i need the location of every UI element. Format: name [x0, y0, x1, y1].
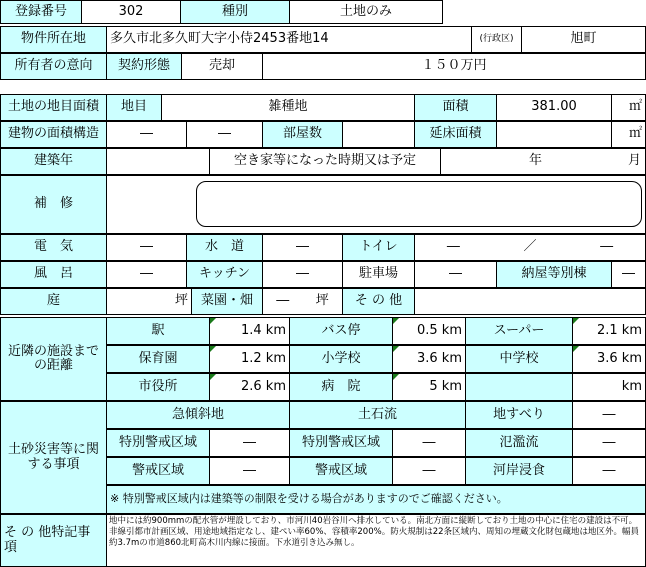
electric-value: ―: [106, 234, 187, 261]
bath-value: ―: [106, 261, 187, 288]
flood-value: ―: [572, 429, 646, 457]
land-category-label: 地目: [106, 94, 162, 121]
kitchen-label: キッチン: [186, 261, 263, 288]
warning-zone-label-2: 警戒区域: [289, 457, 393, 485]
built-year-label: 建築年: [0, 148, 107, 175]
built-year-value: [106, 148, 210, 175]
landslide-value: ―: [572, 401, 646, 429]
kind-value: 土地のみ: [289, 0, 443, 24]
land-area-label: 面積: [414, 94, 497, 121]
nearby-label-hospital: 病 院: [289, 373, 393, 401]
month-unit: 月: [627, 153, 641, 169]
price-value: １５０万円: [262, 53, 646, 80]
special-warning-label-2: 特別警戒区域: [289, 429, 393, 457]
nearby-label-junior-high: 中学校: [465, 345, 573, 373]
district-label: (行政区): [471, 26, 522, 53]
garden-label: 庭: [0, 288, 107, 315]
warning-zone-label-1: 警戒区域: [106, 457, 210, 485]
warning-zone-value-2: ―: [392, 457, 466, 485]
vegetable-garden-label: 菜園・畑: [191, 288, 263, 315]
location-label: 物件所在地: [0, 26, 107, 53]
floor-area-unit: ㎡: [611, 121, 646, 148]
contract-value: 売却: [181, 53, 263, 80]
other-notes-label: そ の 他特記事項: [0, 514, 107, 567]
building-value-1: ―: [106, 121, 187, 148]
nearby-value-junior-high: 3.6 km: [572, 345, 646, 373]
garden-unit: 坪: [106, 288, 192, 315]
shed-label: 納屋等別棟: [496, 261, 612, 288]
nearby-label-city-hall: 市役所: [106, 373, 210, 401]
water-value: ―: [262, 234, 343, 261]
nearby-value-supermarket: 2.1 km: [572, 317, 646, 345]
toilet-value-1: ―: [446, 239, 460, 255]
nearby-value-bus: 0.5 km: [392, 317, 466, 345]
year-unit: 年: [529, 153, 543, 169]
kitchen-value: ―: [262, 261, 343, 288]
electric-label: 電 気: [0, 234, 107, 261]
rooms-value: [342, 121, 415, 148]
flood-label: 氾濫流: [465, 429, 573, 457]
contract-label: 契約形態: [106, 53, 182, 80]
other-notes-text: 地中には約900mmの配水管が埋設しており、市河川40岩谷川へ排水している。南北方面に縦断しており土地の中心に住宅の建設は不可。非線引都市計画区域、用途地域指定なし、建ぺい率60%、容積率200%。防火規制は22条区域内、周知の埋蔵文化財包蔵地は地区外。幅員約3.7mの市道860北町高木川内線に接面。下水道引き込み無し。: [106, 514, 646, 567]
nearby-label-elementary: 小学校: [289, 345, 393, 373]
nearby-label-bus: バス停: [289, 317, 393, 345]
vacancy-label: 空き家等になった時期又は予定: [209, 148, 441, 175]
parking-value: ―: [414, 261, 497, 288]
toilet-separator: ／: [523, 239, 537, 255]
floor-area-label: 延床面積: [414, 121, 497, 148]
special-warning-value-1: ―: [209, 429, 290, 457]
warning-zone-value-1: ―: [209, 457, 290, 485]
steep-slope-header: 急傾斜地: [106, 401, 290, 429]
nearby-value-other: km: [572, 373, 646, 401]
reg-no-value: 302: [81, 0, 181, 24]
nearby-value-city-hall: 2.6 km: [209, 373, 290, 401]
floor-area-value: [496, 121, 612, 148]
building-value-2: ―: [186, 121, 263, 148]
bath-label: 風 呂: [0, 261, 107, 288]
toilet-value: [414, 234, 646, 261]
nearby-label: 近隣の施設までの距離: [0, 317, 107, 401]
land-category-value: 雑種地: [161, 94, 415, 121]
location-value: 多久市北多久町大字小侍2453番地14: [106, 26, 472, 53]
vegetable-garden-unit: 坪: [315, 293, 329, 309]
toilet-label: トイレ: [342, 234, 415, 261]
vegetable-garden-amount: ―: [276, 293, 290, 309]
special-warning-value-2: ―: [392, 429, 466, 457]
vegetable-garden-value: [262, 288, 343, 315]
toilet-value-2: ―: [600, 239, 614, 255]
parking-label: 駐車場: [342, 261, 415, 288]
other-feature-label: そ の 他: [342, 288, 415, 315]
rooms-label: 部屋数: [262, 121, 343, 148]
repair-label: 補 修: [0, 175, 107, 234]
shed-value: ―: [611, 261, 646, 288]
nearby-label-supermarket: スーパー: [465, 317, 573, 345]
reg-no-label: 登録番号: [0, 0, 82, 24]
nearby-label-nursery: 保育園: [106, 345, 210, 373]
special-warning-label-1: 特別警戒区域: [106, 429, 210, 457]
nearby-label-other: [465, 373, 573, 401]
kind-label: 種別: [180, 0, 290, 24]
bank-erosion-value: ―: [572, 457, 646, 485]
vacancy-date: [440, 148, 646, 175]
bank-erosion-label: 河岸浸食: [465, 457, 573, 485]
district-value: 旭町: [521, 26, 646, 53]
disaster-notice: ※ 特別警戒区域内は建築等の制限を受ける場合がありますのでご確認ください。: [106, 485, 646, 514]
nearby-value-elementary: 3.6 km: [392, 345, 466, 373]
other-feature-value: [414, 288, 646, 315]
disaster-label: 土砂災害等に関する事項: [0, 401, 107, 514]
nearby-value-hospital: 5 km: [392, 373, 466, 401]
intent-label: 所有者の意向: [0, 53, 107, 80]
nearby-label-station: 駅: [106, 317, 210, 345]
nearby-value-station: 1.4 km: [209, 317, 290, 345]
building-label: 建物の面積構造: [0, 121, 107, 148]
debris-flow-header: 土石流: [289, 401, 466, 429]
landslide-header: 地すべり: [465, 401, 573, 429]
nearby-value-nursery: 1.2 km: [209, 345, 290, 373]
repair-bracket: [196, 181, 642, 227]
land-area-value: 381.00: [496, 94, 612, 121]
land-area-unit: ㎡: [611, 94, 646, 121]
land-label: 土地の地目面積: [0, 94, 107, 121]
water-label: 水 道: [186, 234, 263, 261]
